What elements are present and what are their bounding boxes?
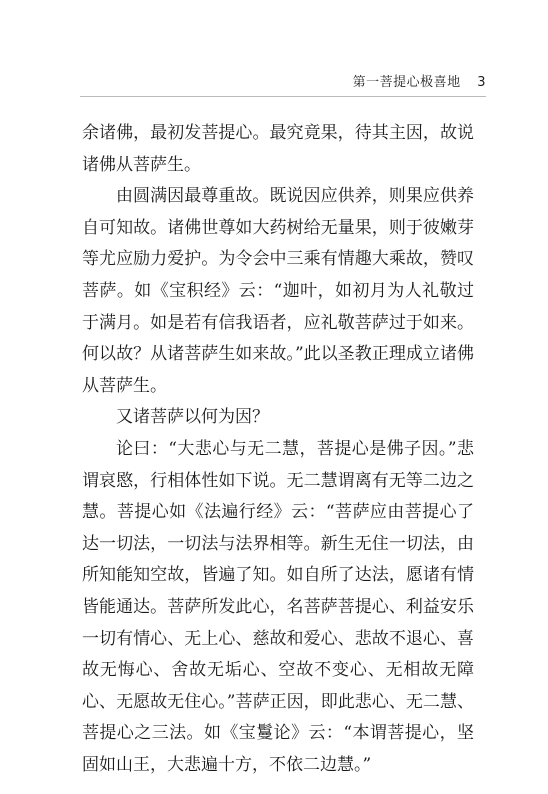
paragraph-3: 又诸菩萨以何为因？ [116,407,269,428]
chapter-title: 第一菩提心极喜地 [352,75,461,90]
body-text [82,118,474,781]
running-header [353,71,486,90]
paragraph-2: 由圆满因最尊重故。既说因应供养，则果应供养自可知故。诸佛世尊如大药树给无量果，则于彼嫩芽等尤应励力爱护。为令会中三乘有情趣大乘故，赞叹菩萨。如《宝积经》云：“迦叶，如初月为人礼敬过于满月。如是若有信我语者，应礼敬菩萨过于如来。何以故？从诸菩萨生如来故。”此以圣教正理成立诸佛从菩萨生。 [82,186,474,396]
page-number: 3 [477,75,486,90]
header-divider [80,96,486,97]
paragraph-1: 余诸佛，最初发菩提心。最究竟果，待其主因，故说诸佛从菩萨生。 [82,123,474,175]
paragraph-4: 论曰：“大悲心与无二慧，菩提心是佛子因。”悲谓哀愍，行相体性如下说。无二慧谓离有无等二边之慧。菩提心如《法遍行经》云：“菩萨应由菩提心了达一切法，一切法与法界相等。新生无住一切法，由所知能知空故，皆遍了知。如自所了达法，愿诸有情皆能通达。菩萨所发此心，名菩萨菩提心、利益安乐一切有情心、无上心、慈故和爱心、悲故不退心、喜故无悔心、舍故无垢心、空故不变心、无相故无障心、无愿故无住心。”菩萨正因，即此悲心、无二慧、菩提心之三法。如《宝鬘论》云：“本谓菩提心，坚固如山王，大悲遍十方，不依二边慧。” [82,438,474,775]
